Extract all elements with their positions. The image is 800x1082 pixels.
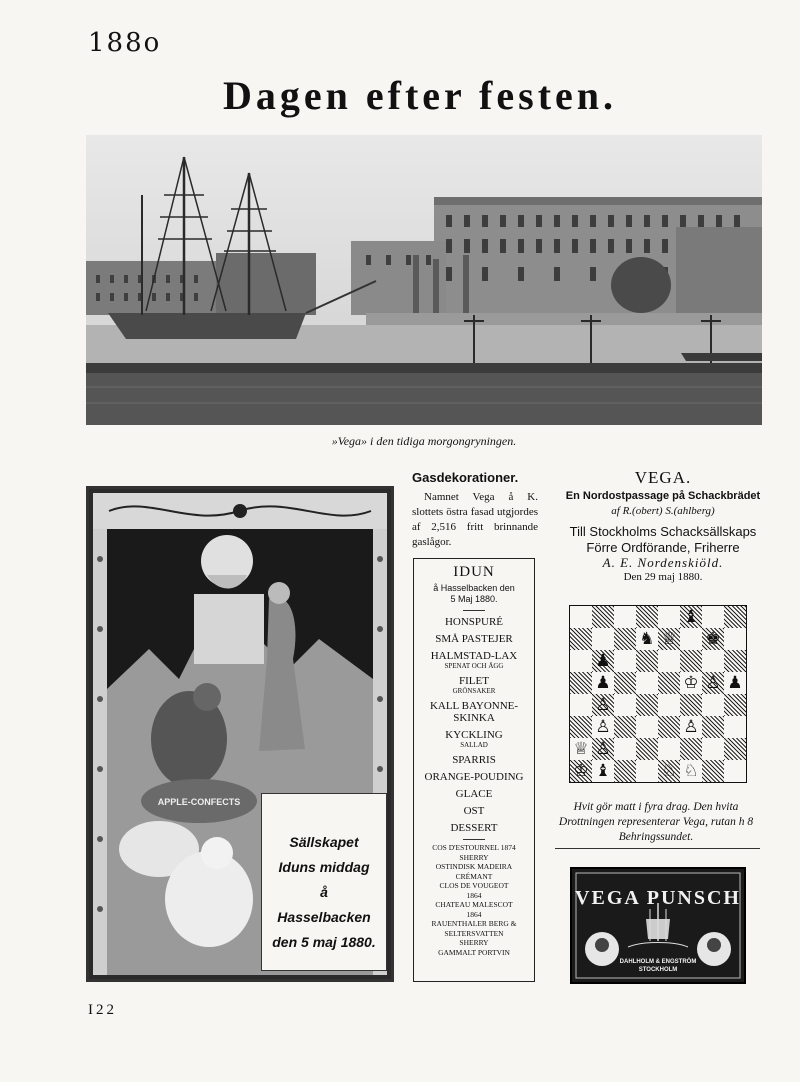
chess-piece-g5: ♙ [705,673,721,693]
menu-item-name: FILET [459,675,489,687]
board-square [724,716,746,738]
board-square [724,628,746,650]
menu-item [414,650,534,670]
board-square [702,606,724,628]
vega-dedication-line: Till Stockholms Schacksällskaps [569,524,757,539]
poster-line: Sällskapet [289,834,359,850]
board-square [614,672,636,694]
wine-item: SHERRY [459,852,489,862]
board-square [724,694,746,716]
board-square [658,694,680,716]
chess-piece-b2: ♙ [595,739,611,759]
menu-item-name: HALMSTAD-LAX [430,650,518,662]
barrel-text: APPLE-CONFECTS [157,797,241,807]
board-square [636,606,658,628]
wine-item: OSTINDISK MADEIRA [435,862,513,871]
board-square [614,606,636,628]
board-square [680,650,702,672]
menu-items [414,616,534,834]
vega-punsch-label [570,867,746,984]
board-square [614,628,636,650]
chess-piece-a2: ♕ [573,739,589,759]
board-square [702,760,724,782]
menu-item [414,822,534,834]
board-square [614,650,636,672]
board-square [570,672,592,694]
wine-item: SELTERSVATTEN [444,928,504,938]
board-square [614,716,636,738]
gas-heading: Gasdekorationer. [412,470,519,485]
menu-item-name: KYCKLING [445,729,503,741]
menu-item-side: GRÖNSAKER [452,687,496,695]
chess-piece-e7: ♕ [661,629,677,649]
menu-subtitle-line: å Hasselbacken den [433,583,515,593]
chess-piece-f3: ♙ [683,717,699,737]
menu-wines [414,843,534,957]
chess-piece-b3: ♙ [595,717,611,737]
menu-item [414,675,534,695]
poster-text-panel [261,793,387,971]
board-square [724,760,746,782]
chess-piece-e1: ♘ [661,761,677,781]
board-square [636,760,658,782]
menu-item [414,729,534,749]
board-square [614,694,636,716]
chess-piece-d7: ♞ [639,629,655,649]
menu-divider [463,839,485,840]
board-square [702,694,724,716]
poster-line: den 5 maj 1880. [272,934,376,950]
poster-line: Hasselbacken [277,909,371,925]
vega-author: af R.(obert) S.(ahlberg) [611,505,715,517]
board-square [614,738,636,760]
board-square [724,606,746,628]
chess-piece-b4: ♙ [595,695,611,715]
punsch-label-art [572,869,744,982]
board-square [592,606,614,628]
board-square [570,650,592,672]
menu-item-name: ORANGE-POUDING [424,771,524,783]
poster-line: Iduns middag [278,859,370,875]
menu-divider [463,610,485,611]
vega-dedicatee: A. E. Nordenskiöld. [602,555,724,570]
page-title: Dagen efter festen. [222,73,618,118]
board-square [658,650,680,672]
menu-item [414,788,534,800]
menu-item-name: OST [463,805,485,817]
chess-piece-b5: ♟ [595,673,611,693]
menu-item [414,754,534,766]
wine-item: GAMMALT PORTVIN [438,947,510,957]
poster-line: å [320,884,328,900]
board-square [680,628,702,650]
board-square [702,716,724,738]
menu-item-name: SMÅ PASTEJER [435,633,513,645]
chess-piece-f1: ♘ [683,761,699,781]
chess-piece-f5: ♔ [683,673,699,693]
wine-item: 1864 [466,909,482,919]
wine-item: 1864 [466,890,482,900]
chess-piece-h5: ♟ [727,673,743,693]
punsch-city: STOCKHOLM [638,967,678,973]
board-square [636,672,658,694]
board-square [658,606,680,628]
menu-item [414,700,534,724]
board-square [724,738,746,760]
page-number: I22 [88,1002,117,1018]
menu-subtitle [414,583,534,605]
idun-dinner-poster [86,486,394,982]
board-square [636,694,658,716]
menu-item-name: HONSPURÉ [444,616,504,628]
chess-piece-b6: ♟ [595,651,611,671]
board-square [680,694,702,716]
wine-item: SHERRY [459,938,489,947]
vega-dedication-line: Förre Ordförande, Friherre [586,540,740,555]
harbor-photo-drawing [86,135,762,425]
vega-title: VEGA. [634,468,692,487]
board-square [570,716,592,738]
board-square [702,650,724,672]
vega-date: Den 29 maj 1880. [623,571,703,583]
gas-paragraph: Namnet Vega å K. slottets östra fasad utgjordes af 2,516 fritt brinnande gaslågor. [412,491,538,548]
menu-item-side: SPENAT OCH ÄGG [444,662,504,670]
board-square [702,738,724,760]
menu-item [414,805,534,817]
wine-item: CHATEAU MALESCOT [435,900,513,909]
wine-item: CLOS DE VOUGEOT [439,881,509,890]
photo-caption: »Vega» i den tidiga morgongryningen. [331,434,517,448]
board-square [658,716,680,738]
chess-caption: Hvit gör matt i fyra drag. Den hvita Drottningen representerar Vega, rutan h 8 Behringssundet. [558,801,754,843]
punsch-title: VEGA PUNSCH [575,887,741,909]
menu-title: IDUN [453,564,495,580]
menu-item-name: KALL BAYONNE-SKINKA [429,700,519,724]
chess-piece-f8: ♝ [683,607,699,627]
page-year: 188o [88,28,162,58]
menu-item-side: SALLAD [460,741,488,749]
board-square [570,694,592,716]
chess-piece-b1: ♝ [595,761,611,781]
dinner-menu-card [413,558,535,982]
board-square [680,738,702,760]
board-square [658,672,680,694]
board-square [614,760,636,782]
board-square [636,738,658,760]
divider-rule [555,848,760,849]
board-square [724,650,746,672]
menu-item-name: SPARRIS [452,754,496,766]
menu-item-name: DESSERT [450,822,498,834]
board-square [570,606,592,628]
wine-item: COS D'ESTOURNEL 1874 [432,843,516,852]
menu-item [414,633,534,645]
board-square [636,650,658,672]
board-square [570,628,592,650]
punsch-maker: DAHLHOLM & ENGSTRÖM [619,959,697,965]
chess-piece-a1: ♔ [573,761,589,781]
board-square [658,738,680,760]
menu-item-name: GLACE [455,788,493,800]
chess-piece-g7: ♚ [705,629,721,649]
board-square [636,716,658,738]
vega-harbor-photo [86,135,762,425]
menu-item [414,771,534,783]
wine-item: RAUENTHALER BERG & [431,919,517,928]
vega-subtitle: En Nordostpassage på Schackbrädet [565,490,761,502]
wine-item: CRÉMANT [455,871,493,881]
menu-item [414,616,534,628]
board-square [592,628,614,650]
chess-board [569,605,747,783]
menu-subtitle-line: 5 Maj 1880. [450,594,498,604]
